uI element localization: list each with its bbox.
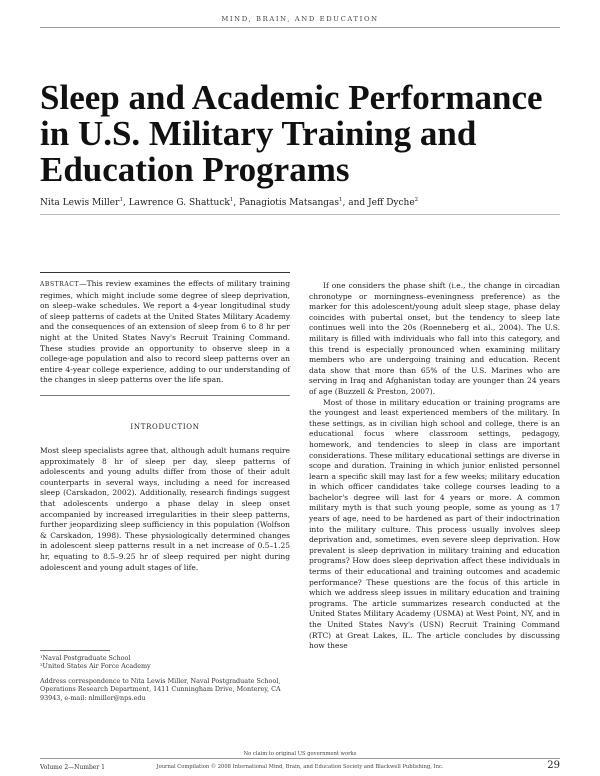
author-affiliation-mark: 1 — [229, 197, 234, 203]
author-name: Nita Lewis Miller — [40, 198, 120, 208]
correspondence-note: Address correspondence to Nita Lewis Miller, Naval Postgraduate School, Operations Research Department, 1411 Cunningham Drive, Monterey, CA 93943, e-mail: nlmiller@nps.edu — [40, 676, 281, 702]
footer-notice: No claim to original US government works — [243, 751, 357, 757]
affiliation-note: ²United States Air Force Academy — [40, 662, 151, 671]
page-number: 29 — [547, 760, 560, 771]
footer-divider — [40, 758, 560, 759]
author-list — [40, 197, 560, 208]
affiliation-note: ¹Naval Postgraduate School — [40, 654, 131, 662]
abstract-lead: ABSTRACT — [40, 281, 80, 288]
journal-copyright: Journal Compilation © 2008 International Mind, Brain, and Education Society and Blackwell Publishing, Inc. — [156, 764, 444, 770]
introduction-body — [40, 446, 290, 573]
header-divider — [40, 27, 560, 28]
paragraph: If one considers the phase shift (i.e., the change in circadian chronotype or morningness–eveningness preference) as the marker for this adolescent/young adult sleep stage, phase delay coincides with pubertal onset, but the tendency to sleep late continues well into the 20s (Roenneberg et al., 2004). The U.S. military is filled with individuals who fall into this category, and this trend is especially pronounced when examining military members who are undergoing training and education. Recent data show that more than 65% of the U.S. Marines who are serving in Iraq and Afghanistan today are younger than 24 years of age (Buzzell & Preston, 2007). — [309, 281, 560, 396]
right-column-body — [309, 281, 560, 652]
section-heading-introduction: INTRODUCTION — [130, 423, 200, 431]
abstract-bottom-rule — [40, 395, 290, 396]
author-name: Lawrence G. Shattuck — [128, 198, 230, 208]
running-head: MIND, BRAIN, AND EDUCATION — [221, 15, 379, 23]
article-title: Sleep and Academic Performance in U.S. Military Training and Education Programs — [40, 78, 543, 189]
footnotes — [40, 654, 290, 702]
abstract — [40, 279, 290, 386]
author-separator: , — [233, 198, 240, 208]
footnote-rule — [40, 650, 110, 651]
author-separator: , — [122, 198, 129, 208]
paragraph: Most of those in military education or training programs are the youngest and least experienced members of the military. In these settings, as in civilian high school and college, there is an educational focus where classroom settings, pedagogy, homework, and tendencies to sleep in class are important considerations. These military educational settings are diverse in scope and duration. Training in which junior enlisted personnel learn a specific skill may last for a few weeks; military education in which officer candidates take college courses leading to a bachelor's degree will last for 4 years or more. A common military myth is that such young people, some as young as 17 years of age, need to be hardened as part of their indoctrination into the military culture. This process usually involves sleep deprivation and, sometimes, even severe sleep deprivation. How prevalent is sleep deprivation in military training and education programs? How does sleep deprivation affect these individuals in terms of their educational and training outcomes and academic performance? These questions are the focus of this article in which we address sleep issues in military education and training programs. The article summarizes research conducted at the United States Military Academy (USMA) at West Point, NY, and in the United States Navy's (USN) Recruit Training Command (RTC) at Great Lakes, IL. The article concludes by discussing how these — [309, 397, 560, 651]
abstract-text: —This review examines the effects of military training regimes, which might include some degree of sleep deprivation, on sleep–wake schedules. We report a 4-year longitudinal study of sleep patterns of cadets at the United States Military Academy and the consequences of an extension of sleep from 6 to 8 hr per night at the United States Navy's Recruit Training Command. These studies provide an opportunity to observe sleep in a college-age population and also to record sleep patterns over an entire 4-year college experience, adding to our understanding of the changes in sleep patterns over the life span. — [40, 279, 290, 385]
author-separator: , and — [342, 198, 369, 208]
author-affiliation-mark: 1 — [119, 197, 123, 203]
volume-label: Volume 2—Number 1 — [40, 764, 105, 771]
author-affiliation-mark: 1 — [339, 197, 343, 203]
author-name: Jeff Dyche — [368, 198, 415, 208]
author-affiliation-mark: 2 — [414, 197, 419, 203]
abstract-top-rule — [40, 272, 290, 273]
paragraph: Most sleep specialists agree that, although adult humans require approximately 8 hr of sleep per day, sleep patterns of adolescents and young adults differ from those of their adult counterparts in several ways, including a need for increased sleep (Carskadon, 2002). Additionally, research findings suggest that adolescents undergo a phase delay in sleep onset accompanied by increased irregularities in their sleep patterns, further jeopardizing sleep sufficiency in this population (Wolfson & Carskadon, 1998). These physiologically determined changes in adolescent sleep patterns result in a net increase of 0.5–1.25 hr, equating to 8.5–9.25 hr of sleep required per night during adolescent and young adult stages of life. — [40, 446, 290, 572]
author-name: Panagiotis Matsangas — [239, 198, 339, 208]
authors-divider — [40, 214, 560, 215]
